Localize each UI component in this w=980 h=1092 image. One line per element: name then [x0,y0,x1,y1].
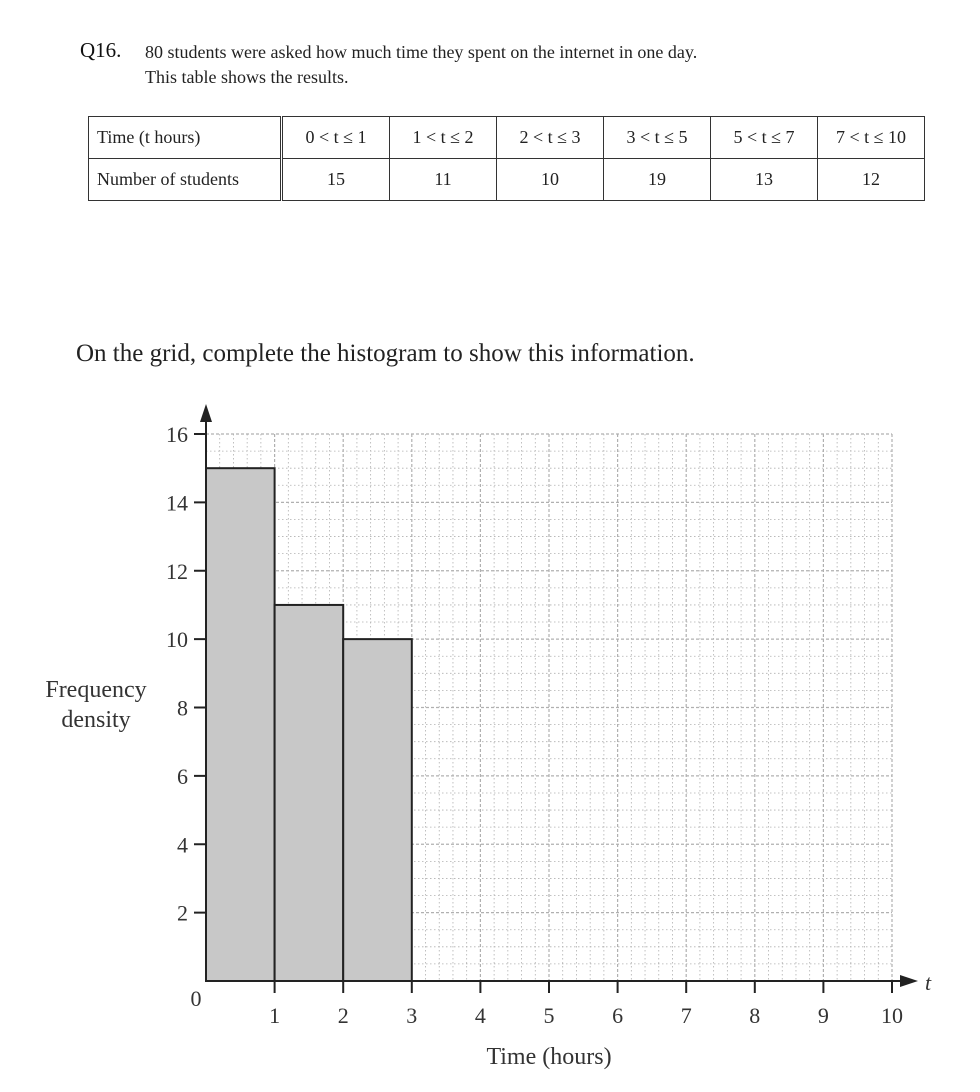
x-axis-arrow-icon [900,975,918,987]
histogram-bar [206,468,275,981]
x-tick-label: 10 [881,1003,903,1028]
y-tick-label: 10 [166,627,188,653]
interval-cell: 5 < t ≤ 7 [711,117,818,159]
frequency-cell: 11 [390,159,497,201]
labels [45,677,932,1070]
y-tick-label: 6 [177,763,188,789]
question-line-2: This table shows the results. [145,67,349,87]
x-tick-label: 4 [474,1003,486,1028]
interval-cell: 1 < t ≤ 2 [390,117,497,159]
y-tick-label: 14 [166,490,188,516]
frequency-cell: 12 [818,159,925,201]
question-line-1: 80 students were asked how much time they spent on the internet in one day. [145,42,698,62]
y-tick-label: 4 [177,832,188,858]
interval-cell: 0 < t ≤ 1 [282,117,390,159]
x-tick-label: 7 [680,1003,692,1028]
origin-label: 0 [190,986,202,1011]
interval-cell: 2 < t ≤ 3 [497,117,604,159]
y-axis-arrow-icon [200,404,212,422]
histogram-bar [343,639,412,981]
x-tick-label: 5 [543,1003,555,1028]
y-tick-labels [166,422,206,926]
bars [206,468,412,981]
x-tick-labels [269,981,903,1028]
x-tick-label: 1 [269,1003,281,1028]
y-tick-label: 12 [166,558,188,584]
y-axis-label-line2: density [61,707,131,733]
frequency-cell: 19 [604,159,711,201]
x-axis-arrow-label: t [925,970,932,995]
frequency-cell: 13 [711,159,818,201]
students-header: Number of students [89,159,282,201]
y-tick-label: 2 [177,900,188,926]
question-number: Q16. [80,38,122,62]
x-tick-label: 3 [406,1003,418,1028]
x-tick-label: 8 [749,1003,761,1028]
interval-cell: 7 < t ≤ 10 [818,117,925,159]
x-axis-label: Time (hours) [486,1044,612,1070]
y-tick-label: 16 [166,422,188,447]
time-header: Time (t hours) [89,117,282,159]
x-tick-label: 9 [817,1003,829,1028]
y-axis-label-line1: Frequency [45,677,147,703]
frequency-cell: 10 [497,159,604,201]
instruction-text: On the grid, complete the histogram to show this information. [76,340,695,367]
y-tick-label: 8 [177,695,188,721]
interval-cell: 3 < t ≤ 5 [604,117,711,159]
x-tick-label: 6 [612,1003,624,1028]
frequency-cell: 15 [282,159,390,201]
x-tick-label: 2 [337,1003,349,1028]
histogram-bar [275,605,344,981]
